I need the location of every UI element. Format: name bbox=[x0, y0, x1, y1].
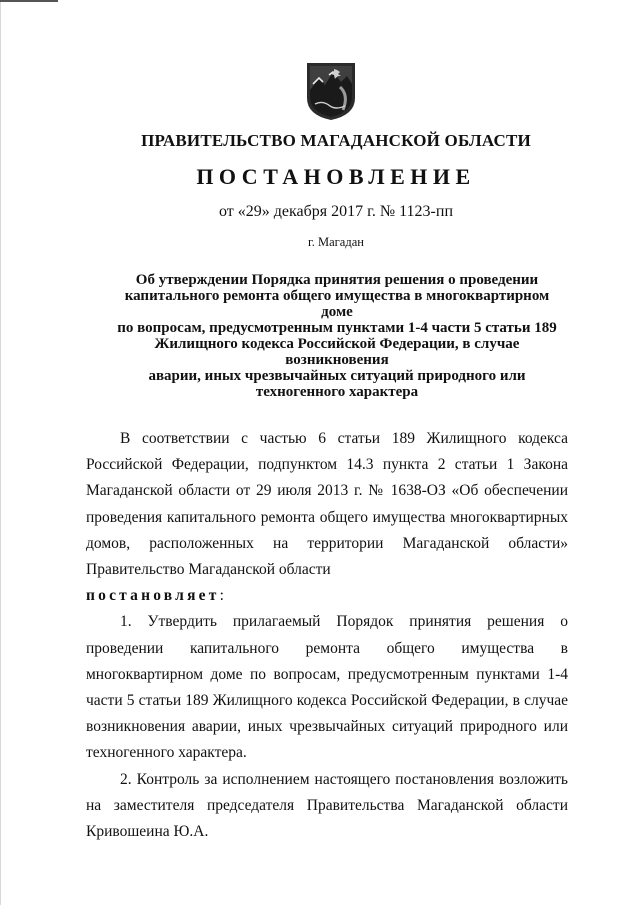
government-name: ПРАВИТЕЛЬСТВО МАГАДАНСКОЙ ОБЛАСТИ bbox=[141, 131, 531, 150]
document-city: г. Магадан bbox=[308, 235, 364, 249]
subject-line: Жилищного кодекса Российской Федерации, в случае возникновения bbox=[154, 336, 520, 368]
subject-line: капитального ремонта общего имущества в многоквартирном доме bbox=[124, 288, 550, 320]
subject-line: аварии, иных чрезвычайных ситуаций природного или bbox=[148, 368, 526, 384]
coat-of-arms-icon bbox=[303, 60, 359, 122]
document-body bbox=[86, 426, 568, 845]
preamble-paragraph: В соответствии с частью 6 статьи 189 Жилищного кодекса Российской Федерации, подпунктом 14.3 пункта 2 статьи 1 Закона Магаданской области от 29 июля 2013 г. № 1638-ОЗ «Об обеспечении проведения капитального ремонта общего имущества многоквартирных домов, расположенных на территории Магаданской области» Правительство Магаданской области bbox=[86, 430, 568, 579]
subject-line: техногенного характера bbox=[255, 384, 419, 400]
scan-mark bbox=[0, 0, 58, 2]
resolves-line bbox=[86, 583, 568, 609]
document-type: ПОСТАНОВЛЕНИЕ bbox=[196, 164, 476, 189]
resolves-colon: : bbox=[219, 587, 224, 605]
item-2-paragraph: 2. Контроль за исполнением настоящего постановления возложить на заместителя председателя Правительства Магаданской области Кривошеина Ю.А. bbox=[86, 770, 568, 841]
subject-line: Об утверждении Порядка принятия решения о проведении bbox=[135, 272, 539, 288]
subject-line: по вопросам, предусмотренным пунктами 1-4 части 5 статьи 189 bbox=[117, 320, 557, 336]
document-date-number: от «29» декабря 2017 г. № 1123-пп bbox=[218, 203, 454, 220]
item-1-paragraph: 1. Утвердить прилагаемый Порядок принятия решения о проведении капитального ремонта общего имущества в многоквартирном доме по вопросам, предусмотренным пунктами 1-4 части 5 статьи 189 Жилищного кодекса Российской Федерации, в случае возникновения аварии, иных чрезвычайных ситуаций природного или техногенного характера. bbox=[86, 613, 568, 762]
resolves-word: постановляет bbox=[86, 587, 220, 605]
document-subject bbox=[110, 272, 564, 400]
